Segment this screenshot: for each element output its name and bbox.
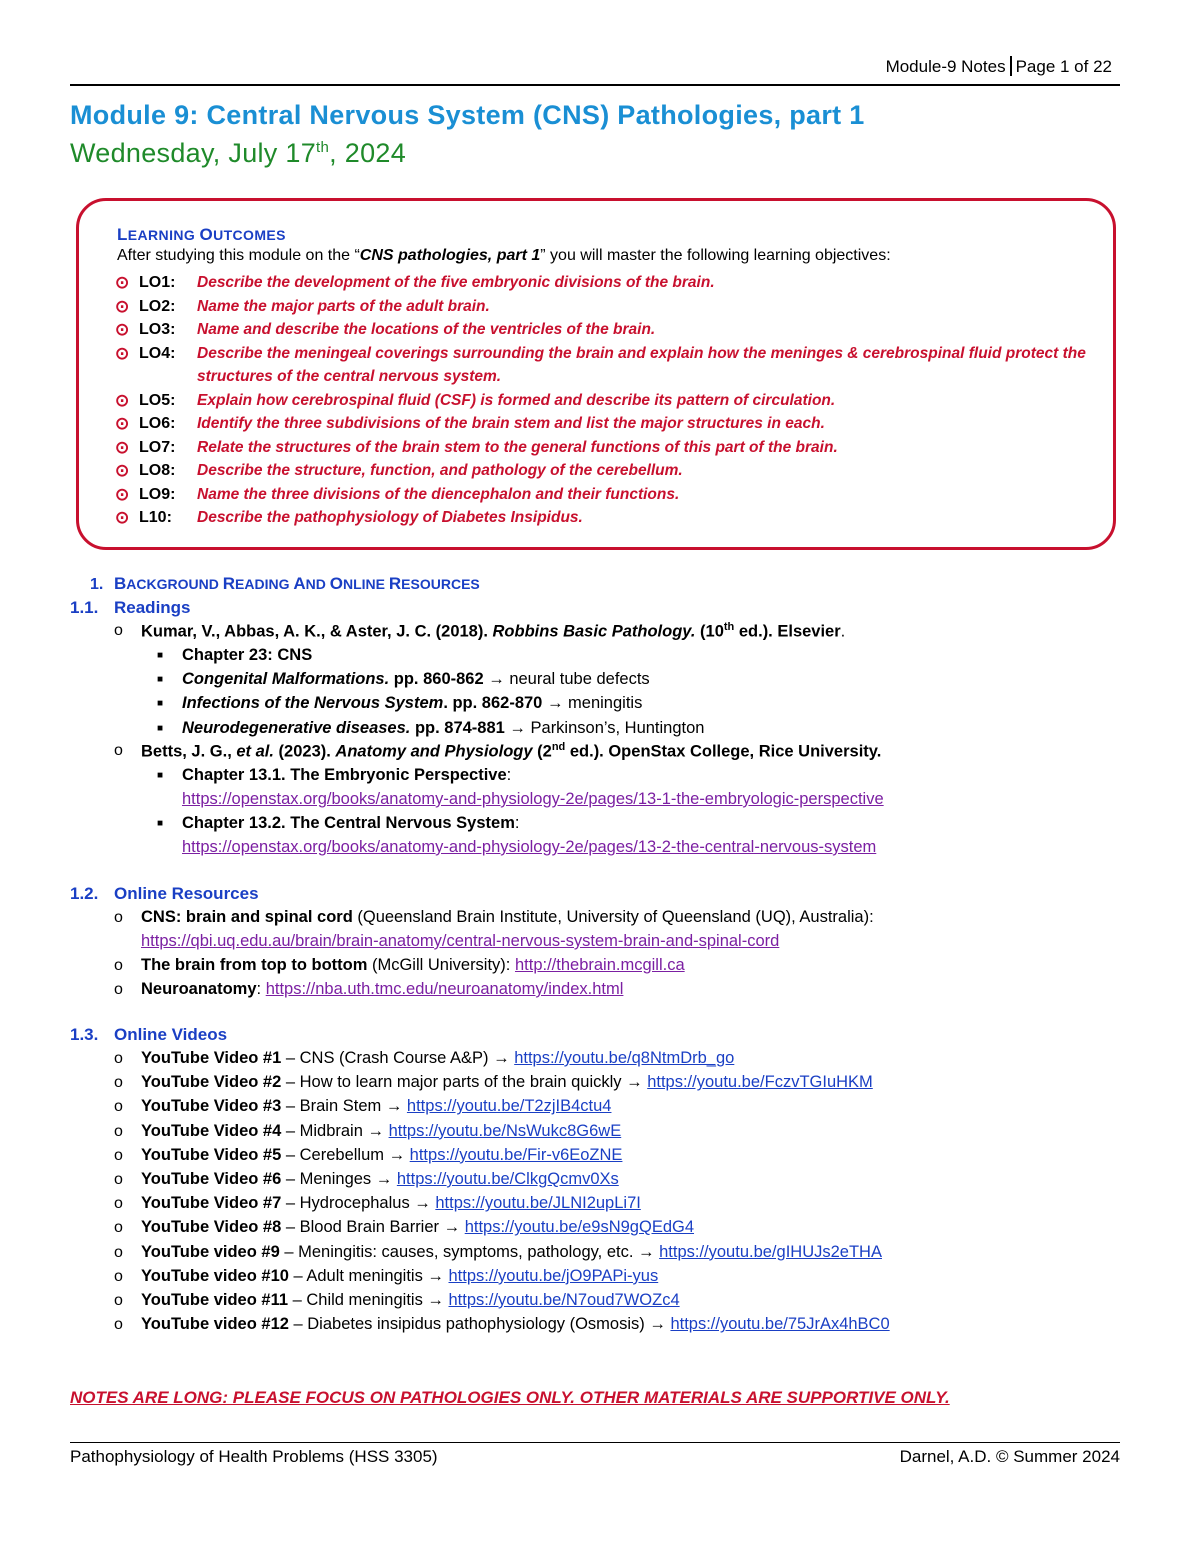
- learning-outcomes-box: [76, 198, 1116, 550]
- citation-authors: Kumar, V., Abbas, A. K., & Aster, J. C. (2018).: [141, 622, 493, 641]
- citation-kumar: [141, 621, 845, 642]
- subsection-number: 1.1.: [70, 598, 99, 617]
- learning-outcome-code: LO2:: [139, 297, 176, 315]
- reading-item: [182, 694, 642, 713]
- resource-name: The brain from top to bottom: [141, 956, 368, 974]
- section-heading-background: [90, 574, 480, 594]
- learning-outcome-item: [115, 389, 1105, 413]
- video-description: – Diabetes insipidus pathophysiology (Osmosis) →: [288, 1315, 671, 1334]
- video-description: – Adult meningitis →: [288, 1266, 449, 1285]
- resource-link[interactable]: https://qbi.uq.edu.au/brain/brain-anatomy/central-nervous-system-brain-and-spinal-cord: [141, 932, 780, 950]
- video-item: [141, 1291, 680, 1310]
- learning-outcome-text: Describe the meningeal coverings surrounding the brain and explain how the meninges & cerebrospinal fluid protect the structures of the central nervous system.: [197, 344, 1086, 385]
- video-description: – Hydrocephalus →: [281, 1194, 436, 1213]
- bullet-o: o: [114, 1267, 123, 1285]
- bullet-o: o: [114, 1243, 123, 1261]
- reading-colon: :: [514, 814, 520, 832]
- video-label: YouTube Video #7: [141, 1194, 282, 1213]
- resource-item: [141, 956, 685, 975]
- citation-publisher: ed.). Elsevier: [734, 622, 841, 641]
- resource-item: [141, 908, 874, 927]
- page-title: Module 9: Central Nervous System (CNS) Pathologies, part 1: [70, 100, 865, 130]
- square-bullet: ■: [157, 818, 164, 829]
- date-suffix: th: [316, 139, 330, 156]
- video-label: YouTube Video #8: [141, 1218, 282, 1237]
- subsection-number: 1.2.: [70, 884, 99, 903]
- resource-item: [141, 980, 623, 999]
- learning-outcome-code: LO5:: [139, 391, 176, 409]
- title-rest: ESOURCES: [401, 576, 480, 592]
- reading-topic: Infections of the Nervous System: [182, 694, 444, 712]
- intro-topic: CNS pathologies, part 1: [359, 247, 541, 264]
- citation-book-title: Anatomy and Physiology: [335, 742, 533, 761]
- title-rest: EADING: [235, 576, 294, 592]
- youtube-link[interactable]: https://youtu.be/e9sN9gQEdG4: [464, 1218, 695, 1237]
- citation-edition: (2: [532, 742, 552, 761]
- video-label: YouTube Video #3: [141, 1097, 282, 1116]
- reading-pages: pp. 860-862: [389, 670, 489, 688]
- square-bullet: ■: [157, 698, 164, 709]
- target-bullet-icon: ⊙: [115, 461, 130, 480]
- target-bullet-icon: ⊙: [115, 414, 130, 433]
- video-label: YouTube Video #2: [141, 1073, 282, 1092]
- citation-edition-sup: nd: [551, 741, 566, 753]
- resource-link[interactable]: http://thebrain.mcgill.ca: [514, 956, 685, 974]
- page-date: [70, 138, 406, 169]
- footer-course: Pathophysiology of Health Problems (HSS 3305): [70, 1447, 438, 1466]
- intro-before: After studying this module on the “: [117, 247, 360, 264]
- bullet-o: o: [114, 1098, 123, 1116]
- learning-outcome-code: LO1:: [139, 274, 176, 291]
- target-bullet-icon: ⊙: [115, 320, 130, 339]
- learning-outcome-code: LO4:: [139, 344, 176, 362]
- learning-outcome-code: LO3:: [139, 321, 176, 338]
- reading-pages: . pp. 862-870: [443, 694, 547, 712]
- learning-outcome-text: Identify the three subdivisions of the brain stem and list the major structures in each.: [197, 415, 825, 432]
- subsection-title: Online Resources: [114, 884, 259, 903]
- bullet-o: o: [114, 622, 123, 639]
- subsection-online-videos-heading: [70, 1025, 227, 1045]
- youtube-link[interactable]: https://youtu.be/NsWukc8G6wE: [388, 1121, 622, 1140]
- video-item: [141, 1243, 882, 1262]
- date-text: Wednesday, July 17: [70, 138, 317, 168]
- video-item: [141, 1097, 611, 1116]
- learning-outcome-text: Describe the development of the five embryonic divisions of the brain.: [197, 274, 715, 291]
- youtube-link[interactable]: https://youtu.be/T2zjIB4ctu4: [406, 1097, 612, 1116]
- learning-outcome-item: [115, 506, 1105, 530]
- bullet-o: o: [114, 1292, 123, 1309]
- header-divider: [1010, 56, 1012, 76]
- header-page-number: Page 1 of 22: [1015, 57, 1112, 76]
- resource-name: CNS: brain and spinal cord: [141, 908, 353, 926]
- video-label: YouTube Video #4: [141, 1121, 282, 1140]
- learning-outcome-text: Describe the structure, function, and pathology of the cerebellum.: [197, 462, 683, 479]
- video-item: [141, 1146, 622, 1165]
- video-description: – Midbrain →: [281, 1121, 389, 1140]
- title-letter: A: [293, 574, 306, 593]
- footer-author: Darnel, A.D. © Summer 2024: [899, 1447, 1120, 1466]
- target-bullet-icon: ⊙: [115, 343, 130, 363]
- title-rest: ND: [305, 576, 330, 592]
- video-item: [141, 1170, 619, 1189]
- reading-note: → meningitis: [546, 694, 643, 712]
- title-letter: R: [388, 574, 402, 593]
- heading-cap-o: O: [199, 225, 214, 244]
- learning-outcomes-intro: [117, 247, 891, 265]
- learning-outcome-item: [115, 436, 1105, 460]
- bullet-o: o: [114, 1219, 123, 1237]
- citation-period: .: [840, 622, 846, 641]
- reading-colon: :: [506, 766, 512, 784]
- citation-authors: Betts, J. G.,: [141, 742, 237, 761]
- citation-betts: [141, 741, 881, 762]
- youtube-link[interactable]: https://youtu.be/q8NtmDrb_go: [514, 1049, 735, 1067]
- reading-topic: Neurodegenerative diseases.: [182, 719, 411, 737]
- learning-outcome-item: [115, 271, 1105, 295]
- youtube-link[interactable]: https://youtu.be/N7oud7WOZc4: [448, 1291, 680, 1309]
- youtube-link[interactable]: https://youtu.be/JLNI2upLi7I: [435, 1194, 641, 1213]
- subsection-online-resources-heading: [70, 884, 259, 904]
- target-bullet-icon: ⊙: [115, 273, 130, 292]
- video-item: [141, 1218, 694, 1237]
- reading-item: [182, 814, 519, 833]
- intro-after: ” you will master the following learning objectives:: [540, 247, 891, 264]
- video-description: – Meningitis: causes, symptoms, pathology, etc. →: [279, 1242, 660, 1261]
- reading-chapter: Chapter 23: CNS: [182, 646, 313, 664]
- openstax-link[interactable]: https://openstax.org/books/anatomy-and-physiology-2e/pages/13-1-the-embryologic-perspective: [182, 790, 884, 808]
- resource-description: (McGill University):: [367, 956, 515, 974]
- learning-outcome-item: [115, 459, 1105, 483]
- video-item: [141, 1267, 658, 1286]
- learning-outcomes-list: [115, 271, 1105, 530]
- subsection-title: Readings: [114, 598, 191, 617]
- resource-description: :: [256, 980, 266, 998]
- date-year: , 2024: [329, 138, 407, 168]
- learning-outcome-text: Explain how cerebrospinal fluid (CSF) is formed and describe its pattern of circulation.: [197, 391, 836, 409]
- video-description: – Meninges →: [281, 1170, 397, 1188]
- learning-outcome-item: [115, 295, 1105, 319]
- citation-publisher: ed.). OpenStax College, Rice University.: [565, 742, 882, 761]
- section-title: [114, 576, 480, 593]
- video-item: [141, 1194, 641, 1213]
- learning-outcome-code: LO7:: [139, 438, 176, 456]
- resource-description: (Queensland Brain Institute, University of Queensland (UQ), Australia):: [352, 908, 874, 926]
- learning-outcome-text: Name the major parts of the adult brain.: [197, 297, 490, 315]
- heading-part-2: UTCOMES: [213, 227, 286, 243]
- video-label: YouTube Video #1: [141, 1049, 282, 1067]
- video-item: [141, 1315, 890, 1334]
- resource-name: Neuroanatomy: [141, 980, 257, 998]
- video-description: – Brain Stem →: [281, 1097, 407, 1116]
- title-rest: NLINE: [343, 576, 389, 592]
- youtube-link[interactable]: https://youtu.be/FczvTGIuHKM: [647, 1073, 873, 1092]
- resource-link[interactable]: https://nba.uth.tmc.edu/neuroanatomy/index.html: [265, 980, 624, 998]
- video-label: YouTube video #10: [141, 1266, 289, 1285]
- learning-outcome-item: [115, 318, 1105, 342]
- reading-topic: Congenital Malformations.: [182, 670, 390, 688]
- video-description: – CNS (Crash Course A&P) →: [281, 1049, 515, 1067]
- page-header: [886, 56, 1112, 77]
- citation-edition-sup: th: [723, 621, 735, 633]
- youtube-link[interactable]: https://youtu.be/Fir-v6EoZNE: [409, 1145, 623, 1164]
- video-item: [141, 1122, 621, 1141]
- learning-outcome-text: Name the three divisions of the diencephalon and their functions.: [197, 485, 680, 503]
- target-bullet-icon: ⊙: [115, 484, 130, 504]
- openstax-link[interactable]: https://openstax.org/books/anatomy-and-physiology-2e/pages/13-2-the-central-nervous-system: [182, 838, 877, 856]
- square-bullet: ■: [157, 650, 164, 661]
- reading-item: [182, 766, 511, 785]
- header-rule: [70, 84, 1120, 86]
- learning-outcome-code: LO8:: [139, 462, 176, 479]
- reading-item: [182, 646, 312, 665]
- video-description: – Child meningitis →: [288, 1291, 449, 1309]
- learning-outcome-item: [115, 483, 1105, 507]
- header-module: Module-9 Notes: [885, 57, 1006, 76]
- bullet-o: o: [114, 742, 123, 759]
- citation-book-title: Robbins Basic Pathology.: [492, 622, 696, 641]
- youtube-link[interactable]: https://youtu.be/gIHUJs2eTHA: [659, 1242, 882, 1261]
- video-label: YouTube video #12: [141, 1315, 289, 1334]
- bullet-o: o: [114, 1122, 123, 1140]
- learning-outcome-text: Name and describe the locations of the ventricles of the brain.: [197, 321, 656, 338]
- bullet-o: o: [114, 1050, 123, 1067]
- subsection-title: Online Videos: [114, 1025, 228, 1044]
- reading-item: [182, 719, 704, 738]
- title-rest: ACKGROUND: [126, 576, 223, 592]
- citation-edition: (10: [695, 622, 724, 641]
- learning-outcome-text: Describe the pathophysiology of Diabetes Insipidus.: [197, 509, 583, 526]
- learning-outcome-item: [115, 412, 1105, 436]
- bullet-o: o: [114, 957, 123, 974]
- video-label: YouTube Video #5: [141, 1145, 282, 1164]
- square-bullet: ■: [157, 723, 164, 734]
- reading-item: [182, 670, 650, 689]
- video-item: [141, 1073, 873, 1092]
- learning-outcome-text: Relate the structures of the brain stem to the general functions of this part of the brain.: [197, 438, 838, 456]
- title-letter: R: [222, 574, 236, 593]
- reading-note: → Parkinson’s, Huntington: [509, 719, 705, 737]
- title-letter: O: [329, 574, 343, 593]
- video-description: – How to learn major parts of the brain quickly →: [281, 1073, 648, 1092]
- bullet-o: o: [114, 909, 123, 926]
- bullet-o: o: [114, 1146, 123, 1164]
- learning-outcomes-heading: [117, 225, 286, 245]
- subsection-readings-heading: [70, 598, 191, 618]
- learning-outcome-item: [115, 342, 1105, 389]
- bullet-o: o: [114, 1316, 123, 1334]
- video-item: [141, 1049, 734, 1068]
- learning-outcome-code: L10:: [139, 509, 172, 526]
- footer-rule: [70, 1442, 1120, 1443]
- video-label: YouTube video #9: [141, 1242, 280, 1261]
- reading-note: → neural tube defects: [488, 670, 650, 688]
- target-bullet-icon: ⊙: [115, 437, 130, 457]
- title-letter: B: [114, 574, 127, 593]
- reading-chapter: Chapter 13.2. The Central Nervous System: [182, 814, 515, 832]
- reading-chapter: Chapter 13.1. The Embryonic Perspective: [182, 766, 507, 784]
- youtube-link[interactable]: https://youtu.be/ClkgQcmv0Xs: [396, 1170, 619, 1188]
- video-description: – Blood Brain Barrier →: [281, 1218, 465, 1237]
- target-bullet-icon: ⊙: [115, 296, 130, 316]
- bullet-o: o: [114, 981, 123, 998]
- youtube-link[interactable]: https://youtu.be/75JrAx4hBC0: [670, 1315, 890, 1334]
- bullet-o: o: [114, 1074, 123, 1092]
- video-description: – Cerebellum →: [281, 1145, 410, 1164]
- citation-etal: et al.: [236, 742, 274, 761]
- youtube-link[interactable]: https://youtu.be/jO9PAPi-yus: [448, 1266, 659, 1285]
- target-bullet-icon: ⊙: [115, 508, 130, 527]
- bullet-o: o: [114, 1195, 123, 1213]
- heading-cap-l: L: [117, 225, 128, 244]
- learning-outcome-code: LO9:: [139, 485, 176, 503]
- video-label: YouTube video #11: [141, 1291, 289, 1309]
- square-bullet: ■: [157, 674, 164, 685]
- square-bullet: ■: [157, 770, 164, 781]
- video-label: YouTube Video #6: [141, 1170, 282, 1188]
- heading-part-1: EARNING: [127, 227, 200, 243]
- focus-notice: NOTES ARE LONG: PLEASE FOCUS ON PATHOLOGIES ONLY. OTHER MATERIALS ARE SUPPORTIVE ONLY.: [70, 1388, 950, 1407]
- reading-pages: pp. 874-881: [410, 719, 510, 737]
- citation-year: (2023).: [273, 742, 336, 761]
- learning-outcome-code: LO6:: [139, 415, 176, 432]
- target-bullet-icon: ⊙: [115, 390, 130, 410]
- section-number: 1.: [90, 576, 104, 593]
- subsection-number: 1.3.: [70, 1025, 99, 1044]
- bullet-o: o: [114, 1171, 123, 1188]
